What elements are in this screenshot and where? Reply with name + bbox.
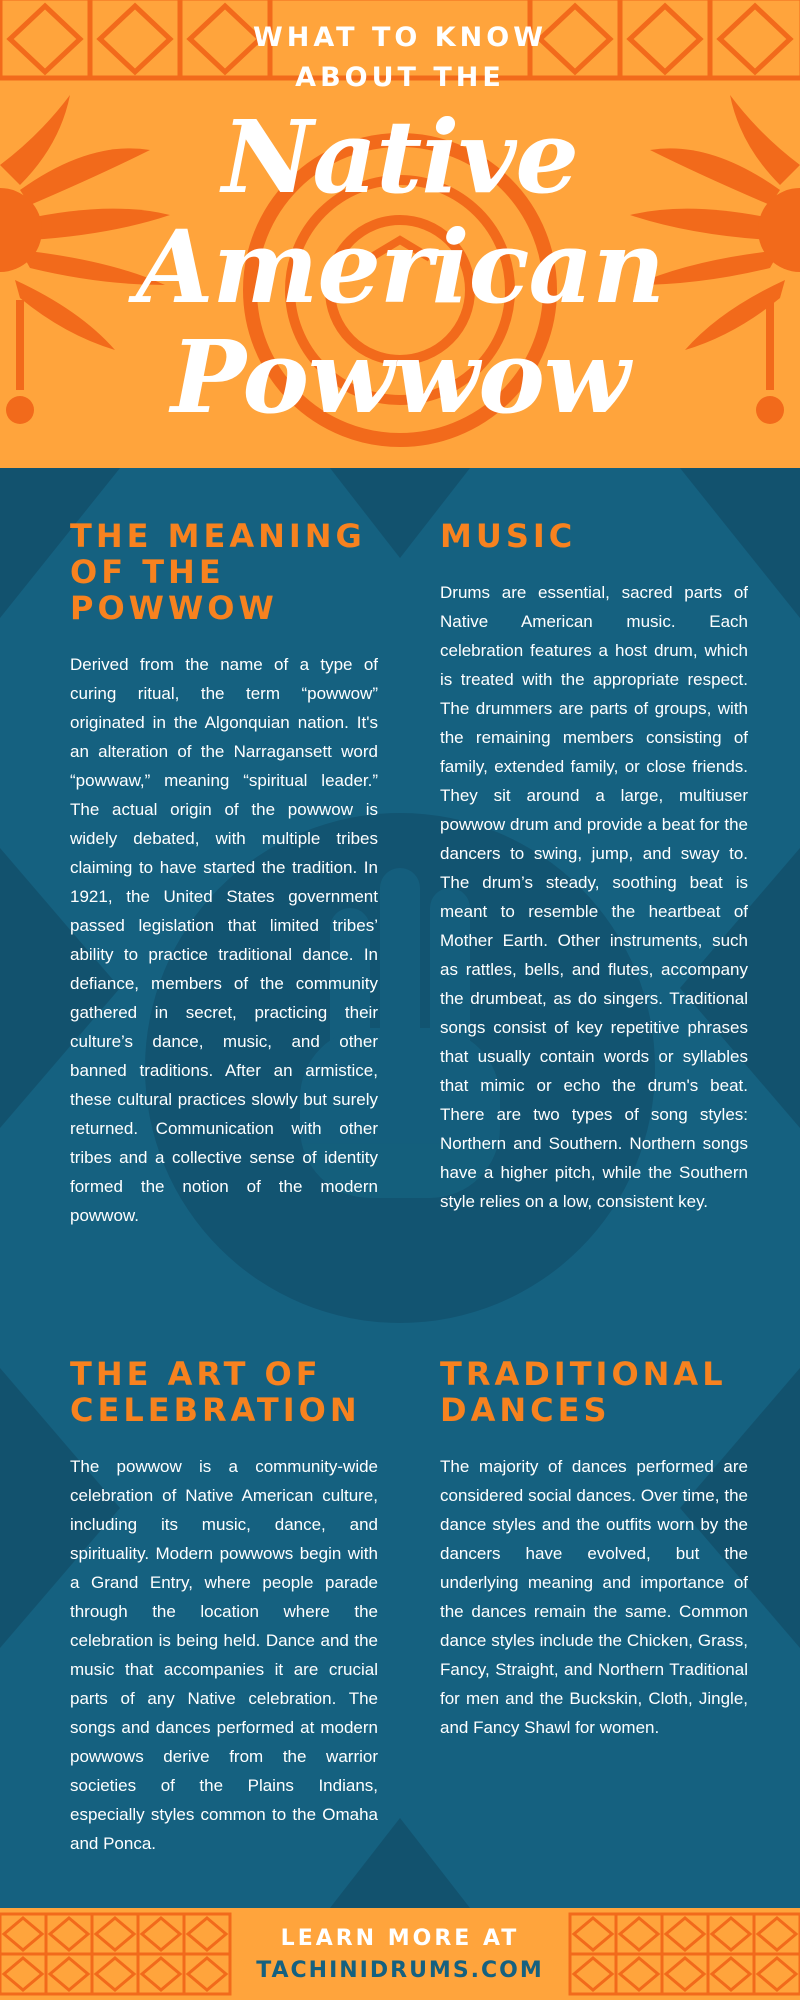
title-line-2: American — [135, 208, 665, 326]
diamond-grid-right — [570, 1914, 800, 1994]
section-body-art: The powwow is a community-wide celebration of Native American culture, including its music, dance, and spirituality. Modern powwows begin with a Grand Entry, where people parade through the location where the celebration is being held. Dance and the music that accompanies it are crucial parts of any Native celebration. The songs and dances performed at modern powwows derive from the warrior societies of the Plains Indians, especially styles common to the Omaha and Ponca. — [70, 1457, 378, 1853]
footer-banner — [0, 1908, 800, 2000]
kicker-line-2: ABOUT THE — [295, 62, 505, 93]
title-line-3: Powwow — [170, 318, 630, 436]
footer-site-link[interactable]: TACHINIDRUMS.COM — [256, 1958, 544, 1983]
title-line-1: Native — [221, 98, 579, 216]
section-traditional-dances — [440, 1356, 748, 1742]
section-art-of-celebration — [70, 1356, 378, 1858]
footer-cta-text: LEARN MORE AT — [280, 1926, 520, 1951]
footer-decoration — [0, 1908, 800, 2000]
section-body-dances: The majority of dances performed are considered social dances. Over time, the dance styles and the outfits worn by the dancers have evolved, but the underlying meaning and importance of the dances remain the same. Common dance styles include the Chicken, Grass, Fancy, Straight, and Northern Traditional for men and the Buckskin, Cloth, Jingle, and Fancy Shawl for women. — [440, 1457, 748, 1737]
section-body-music: Drums are essential, sacred parts of Native American music. Each celebration features a host drum, which is treated with the appropriate respect. The drummers are parts of groups, with the remaining members consisting of family, extended family, or close friends. They sit around a large, multiuser powwow drum and provide a beat for the dancers to swing, jump, and sway to. The drum’s steady, soothing beat is meant to resemble the heartbeat of Mother Earth. Other instruments, such as rattles, bells, and flutes, accompany the drumbeat, as do singers. Traditional songs consist of key repetitive phrases that usually contain words or syllables that mimic or echo the drum's beat. There are two types of song styles: Northern and Southern. Northern songs have a higher pitch, while the Southern style relies on a low, consistent key. — [440, 583, 748, 1211]
content-area — [0, 468, 800, 1908]
section-heading-music: MUSIC — [440, 517, 577, 555]
section-heading-dances: TRADITIONAL DANCES — [440, 1355, 727, 1429]
diamond-grid-left — [0, 1914, 230, 1994]
kicker-line-1: WHAT TO KNOW — [252, 22, 548, 53]
header-banner — [0, 0, 800, 468]
section-music — [440, 518, 748, 1216]
page-title — [0, 98, 800, 436]
section-heading-art: THE ART OF CELEBRATION — [70, 1355, 361, 1429]
section-body-meaning: Derived from the name of a type of curing ritual, the term “powwow” originated in the Algonquian nation. It's an alteration of the Narragansett word “powwaw,” meaning “spiritual leader.” The actual origin of the powwow is widely debated, with multiple tribes claiming to have started the tradition. In 1921, the United States government passed legislation that limited tribes’ ability to practice traditional dance. In defiance, members of the community gathered in secret, practicing their culture’s dance, music, and other banned traditions. After an armistice, these cultural practices slowly but surely returned. Communication with other tribes and a collective sense of identity formed the notion of the modern powwow. — [70, 655, 378, 1225]
section-heading-meaning: THE MEANING OF THE POWWOW — [70, 517, 366, 627]
header-kicker — [0, 18, 800, 98]
section-meaning — [70, 518, 378, 1230]
